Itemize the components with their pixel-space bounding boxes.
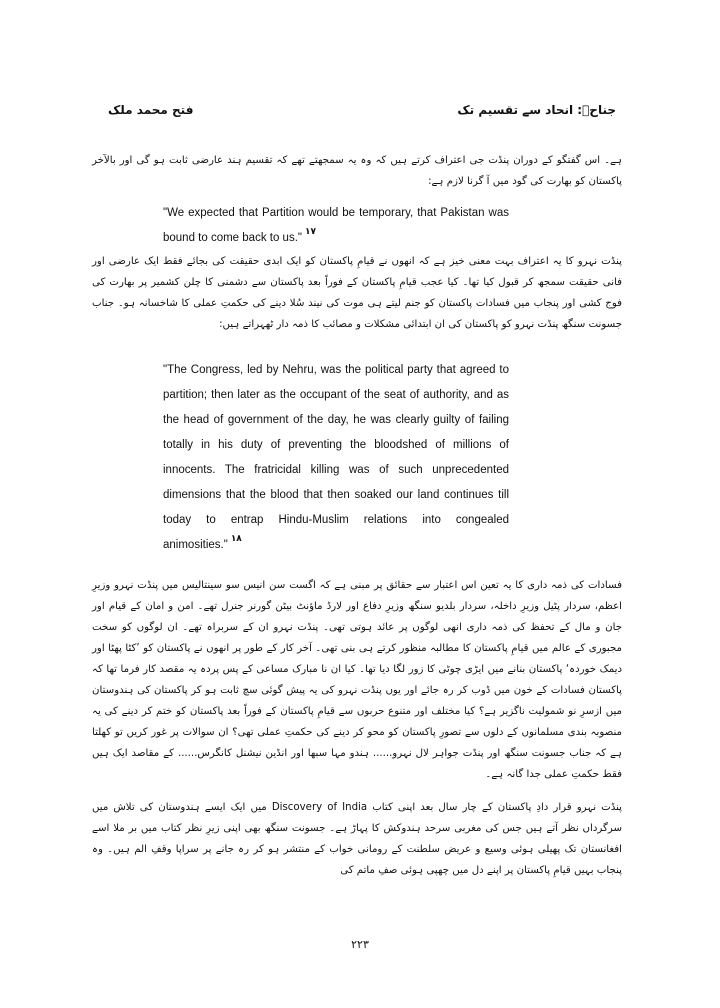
paragraph-riots-responsibility: فسادات کی ذمہ داری کا یہ تعین اس اعتبار سے حقائق پر مبنی ہے کہ اگست سن انیس سو سینتالیس میں پنڈت نہرو وزیرِ اعظم، سردار پٹیل وزیرِ داخلہ، سردار بلدیو سنگھ وزیرِ دفاع اور لارڈ ماؤنٹ بیٹن گورنر جنرل تھے۔ امن و امان کے قیام اور جان و مال کے تحفظ کی ذمہ داری انھی لوگوں پر عائد ہوتی تھی۔ پنڈت نہرو ان کے سربراہ تھے۔ ان لوگوں کو سخت مجبوری کے عالم میں قیامِ پاکستان کا مطالبہ منظور کرتے ہی بنی تھی۔ آخر کار کے طور پر انھوں نے پاکستان کو ’کٹا پھٹا اور دیمک خوردہ‘ پاکستان بنانے میں ایڑی چوٹی کا زور لگا دیا تھا۔ کیا ان نا مبارک مساعی کے پس پردہ یہ مقصد کار فرما تھا کہ پاکستان فسادات کے خون میں ڈوب کر رہ جائے اور یوں پنڈت نہرو کی یہ پیش گوئی سچ ثابت ہو کر پاکستان کی ہندوستان میں ازسرِ نو شمولیت ناگزیر ہے؟ کیا مختلف اور متنوع حربوں سے قیامِ پاکستان کے فوراً بعد پاکستان کو ختم کر دینے کی یہ منصوبہ بندی مسلمانوں کے دلوں سے تصورِ پاکستان کو محو کر دینے کی حکمتِ عملی تھی؟ ان سوالات پر غور کریں تو کھلتا ہے کہ جناب جسونت سنگھ اور پنڈت جواہر لال نہرو...... ہندو مہا سبھا اور انڈین نیشنل کانگرس...... کے مقاصد ایک ہیں فقط حکمتِ عملی جدا گانہ ہے۔ [92, 580, 622, 780]
block-quote-congress [163, 358, 509, 559]
paragraph-discovery-of-india: پنڈت نہرو قرار دادِ پاکستان کے چار سال بعد اپنی کتاب Discovery of India میں ایک ایسے ہندوستان کی تلاش میں سرگرداں نظر آتے ہیں جس کی مغربی سرحد ہندوکش کا پہاڑ ہے۔ جسونت سنگھ بھی اپنی زیرِ نظر کتاب میں بر ملا اسے افغانستان تک پھیلی ہوئی وسیع و عریض سلطنت کے رومانی خواب کے منتشر ہو کر رہ جانے پر سراپا وقفِ الم ہیں۔ وہ پنجاب بہیں قیامِ پاکستان پر اپنے دل میں چھپی ہوئی صفِ ماتم کی [92, 802, 622, 876]
paragraph-nehru-admission: پنڈت نہرو کا یہ اعتراف بہت معنی خیز ہے کہ انھوں نے قیامِ پاکستان کو ایک ابدی حقیقت کی بجائے فقط ایک عارضی اور فانی حقیقت سمجھ کر قبول کیا تھا۔ کیا عجب قیامِ پاکستان کے فوراً بعد پاکستان سے دشمنی کا چلن کشمیر پر بھارت کی فوج کشی اور پنجاب میں فسادات پاکستان کو جنم لیتے ہی موت کی نیند سُلا دینے کی حکمتِ عملی کا شاخسانہ ہو۔ جناب جسونت سنگھ پنڈت نہرو کو پاکستان کی ان ابتدائی مشکلات و مصائب کا ذمہ دار ٹھہراتے ہیں: [92, 256, 622, 330]
block-quote-partition [163, 201, 509, 252]
page-number: ۲۲۳ [351, 938, 369, 951]
quote-text: "We expected that Partition would be temporary, that Pakistan was bound to come back to us." [163, 207, 509, 244]
running-header-title: جناحؒ: انحاد سے تقسیم تک [457, 103, 616, 117]
footnote-marker: ۱۷ [304, 227, 316, 237]
paragraph-intro: ہے۔ اس گفتگو کے دوران پنڈت جی اعتراف کرتے ہیں کہ وہ یہ سمجھتے تھے کہ تقسیم ہند عارضی ثابت ہو گی اور بالآخر پاکستان کو بھارت کی گود میں آ گرنا لازم ہے: [92, 155, 622, 187]
footnote-marker: ۱۸ [230, 534, 242, 544]
running-header-author: فتح محمد ملک [108, 103, 194, 117]
quote-text: "The Congress, led by Nehru, was the political party that agreed to partition; then later as the occupant of the seat of authority, and as the head of government of the day, he was clearly guilty of failing totally in his duty of preventing the bloodshed of millions of innocents. The fratricidal killing was of such unprecedented dimensions that the blood that then soaked our land continues till today to entrap Hindu-Muslim relations into congealed animosities." [163, 364, 509, 551]
